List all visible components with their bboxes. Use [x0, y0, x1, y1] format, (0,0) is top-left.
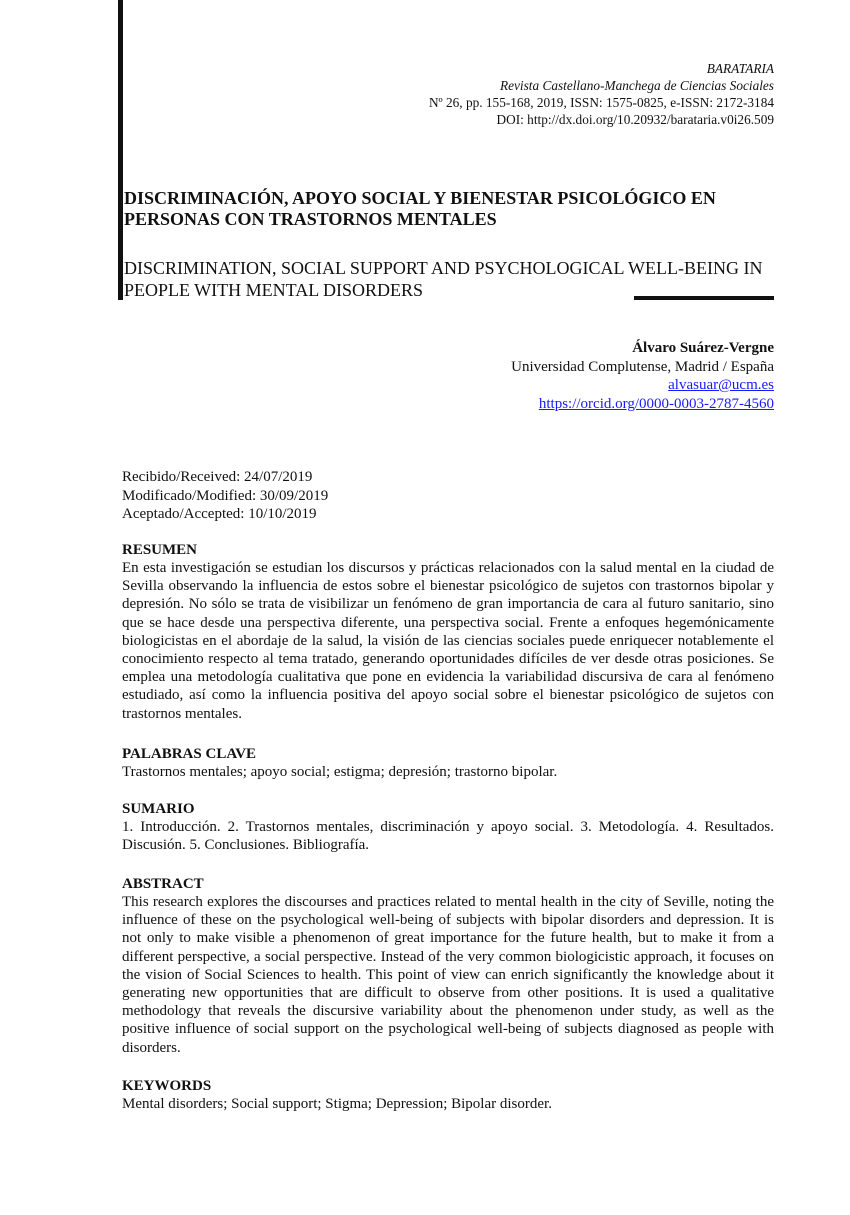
title-english: DISCRIMINATION, SOCIAL SUPPORT AND PSYCHOLOGICAL WELL-BEING IN PEOPLE WITH MENTAL DISORDERS [124, 258, 763, 300]
sumario-section [122, 800, 774, 854]
palabras-clave-text: Trastornos mentales; apoyo social; estigma; depresión; trastorno bipolar. [122, 764, 558, 780]
date-modified: Modificado/Modified: 30/09/2019 [122, 487, 329, 504]
sumario-text: 1. Introducción. 2. Trastornos mentales, discriminación y apoyo social. 3. Metodología. 4. Resultados. Discusión. 5. Conclusiones. Bibliografía. [122, 819, 774, 854]
keywords-heading: KEYWORDS [122, 1078, 212, 1094]
journal-subtitle: Revista Castellano-Manchega de Ciencias Sociales [499, 78, 774, 93]
resumen-text: En esta investigación se estudian los discursos y prácticas relacionados con la salud mental en la ciudad de Sevilla observando la influencia de estos sobre el bienestar psicológico de sujetos con trastornos bipolar y depresión. No sólo se trata de visibilizar un fenómeno de gran importancia de cara al futuro sanitario, sino que se hace desde una perspectiva diferente, una perspectiva social. Frente a enfoques hegemónicamente biologicistas en el abordaje de la salud, la visión de las ciencias sociales puede enriquecer notablemente el conocimiento respecto al tema tratado, generando oportunidades difíciles de ver desde otras posiciones. Se emplea una metodología cualitativa que pone en evidencia la variabilidad discursiva de cara al fenómeno estudiado, así como la influencia positiva del apoyo social sobre el bienestar psicológico de sujetos con trastornos mentales. [122, 560, 774, 722]
title-spanish: DISCRIMINACIÓN, APOYO SOCIAL Y BIENESTAR PSICOLÓGICO EN PERSONAS CON TRASTORNOS MENTALES [124, 188, 716, 229]
abstract-text: This research explores the discourses and practices related to mental health in the city of Seville, noting the influence of these on the psychological well-being of subjects with bipolar disorders and depression. It is not only to make visible a phenomenon of great importance for the future health, but to make it from a different perspective, a social perspective. Instead of the very common biologicistic approach, it focuses on the vision of Social Sciences to health. This point of view can enrich significantly the knowledge about it generating new opportunities that are difficult to observe from other positions. It is used a qualitative methodology that reveals the discursive variability about the phenomenon under study, as well as the positive influence of social support on the psychological well-being of subjects diagnosed as people with disorders. [122, 894, 774, 1056]
abstract-section [122, 875, 774, 1057]
palabras-clave-heading: PALABRAS CLAVE [122, 746, 257, 762]
author-orcid-link[interactable]: https://orcid.org/0000-0003-2787-4560 [538, 395, 774, 412]
keywords-text: Mental disorders; Social support; Stigma; Depression; Bipolar disorder. [122, 1096, 552, 1112]
resumen-heading: RESUMEN [122, 542, 198, 558]
author-affiliation: Universidad Complutense, Madrid / España [511, 358, 774, 375]
doi-line: DOI: http://dx.doi.org/10.20932/barataria.v0i26.509 [496, 112, 774, 127]
dates-block [122, 468, 522, 524]
journal-name: BARATARIA [706, 61, 774, 76]
abstract-heading: ABSTRACT [122, 876, 204, 892]
issue-line: Nº 26, pp. 155-168, 2019, ISSN: 1575-0825, e-ISSN: 2172-3184 [428, 95, 774, 110]
author-email-link[interactable]: alvasuar@ucm.es [668, 377, 774, 393]
palabras-clave-section [122, 745, 774, 781]
date-accepted: Aceptado/Accepted: 10/10/2019 [122, 506, 317, 522]
author-block [374, 339, 774, 413]
left-margin-rule [118, 0, 123, 300]
resumen-section [122, 541, 774, 723]
journal-header [254, 60, 774, 128]
title-rule [634, 296, 774, 300]
sumario-heading: SUMARIO [122, 801, 195, 817]
date-received: Recibido/Received: 24/07/2019 [122, 469, 313, 485]
author-name: Álvaro Suárez-Vergne [632, 340, 774, 356]
keywords-section [122, 1077, 774, 1113]
